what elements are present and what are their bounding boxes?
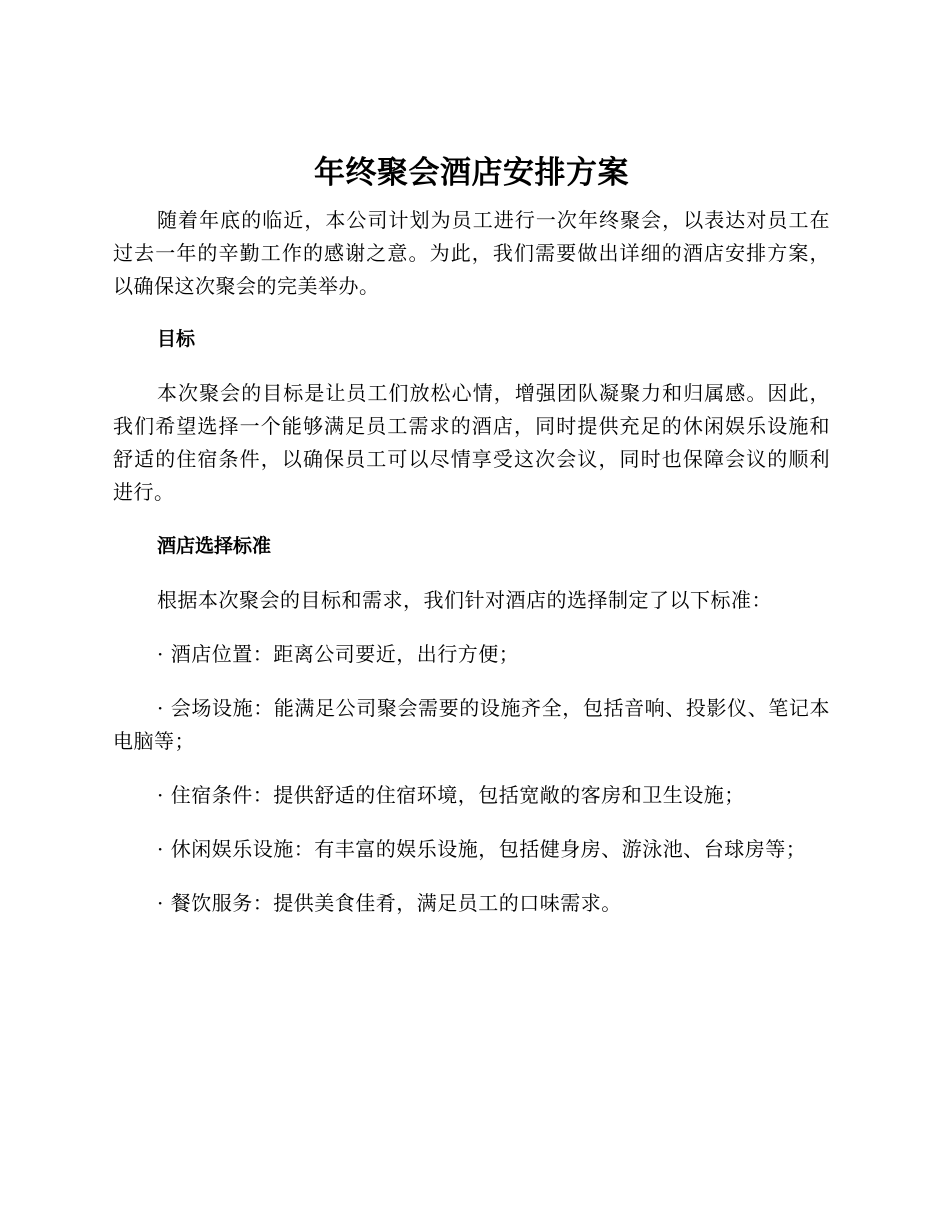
criteria-item-leisure: · 休闲娱乐设施：有丰富的娱乐设施，包括健身房、游泳池、台球房等； [157,837,807,861]
intro-paragraph: 随着年底的临近，本公司计划为员工进行一次年终聚会，以表达对员工在过去一年的辛勤工作的感谢之意。为此，我们需要做出详细的酒店安排方案，以确保这次聚会的完美举办。 [113,208,830,298]
document-title: 年终聚会酒店安排方案 [314,155,629,191]
section-heading-criteria: 酒店选择标准 [157,535,272,557]
criteria-item-location: · 酒店位置：距离公司要近，出行方便； [157,642,520,666]
criteria-item-dining: · 餐饮服务：提供美食佳肴，满足员工的口味需求。 [157,891,622,915]
section-heading-goal: 目标 [157,328,196,350]
goal-paragraph: 本次聚会的目标是让员工们放松心情，增强团队凝聚力和归属感。因此，我们希望选择一个能够满足员工需求的酒店，同时提供充足的休闲娱乐设施和舒适的住宿条件，以确保员工可以尽情享受这次会议，同时也保障会议的顺利进行。 [113,381,830,504]
criteria-item-venue: · 会场设施：能满足公司聚会需要的设施齐全，包括音响、投影仪、笔记本电脑等； [113,696,830,753]
criteria-item-lodging: · 住宿条件：提供舒适的住宿环境，包括宽敞的客房和卫生设施； [157,783,745,807]
document-body [113,150,830,920]
criteria-paragraph: 根据本次聚会的目标和需求，我们针对酒店的选择制定了以下标准： [157,588,772,612]
